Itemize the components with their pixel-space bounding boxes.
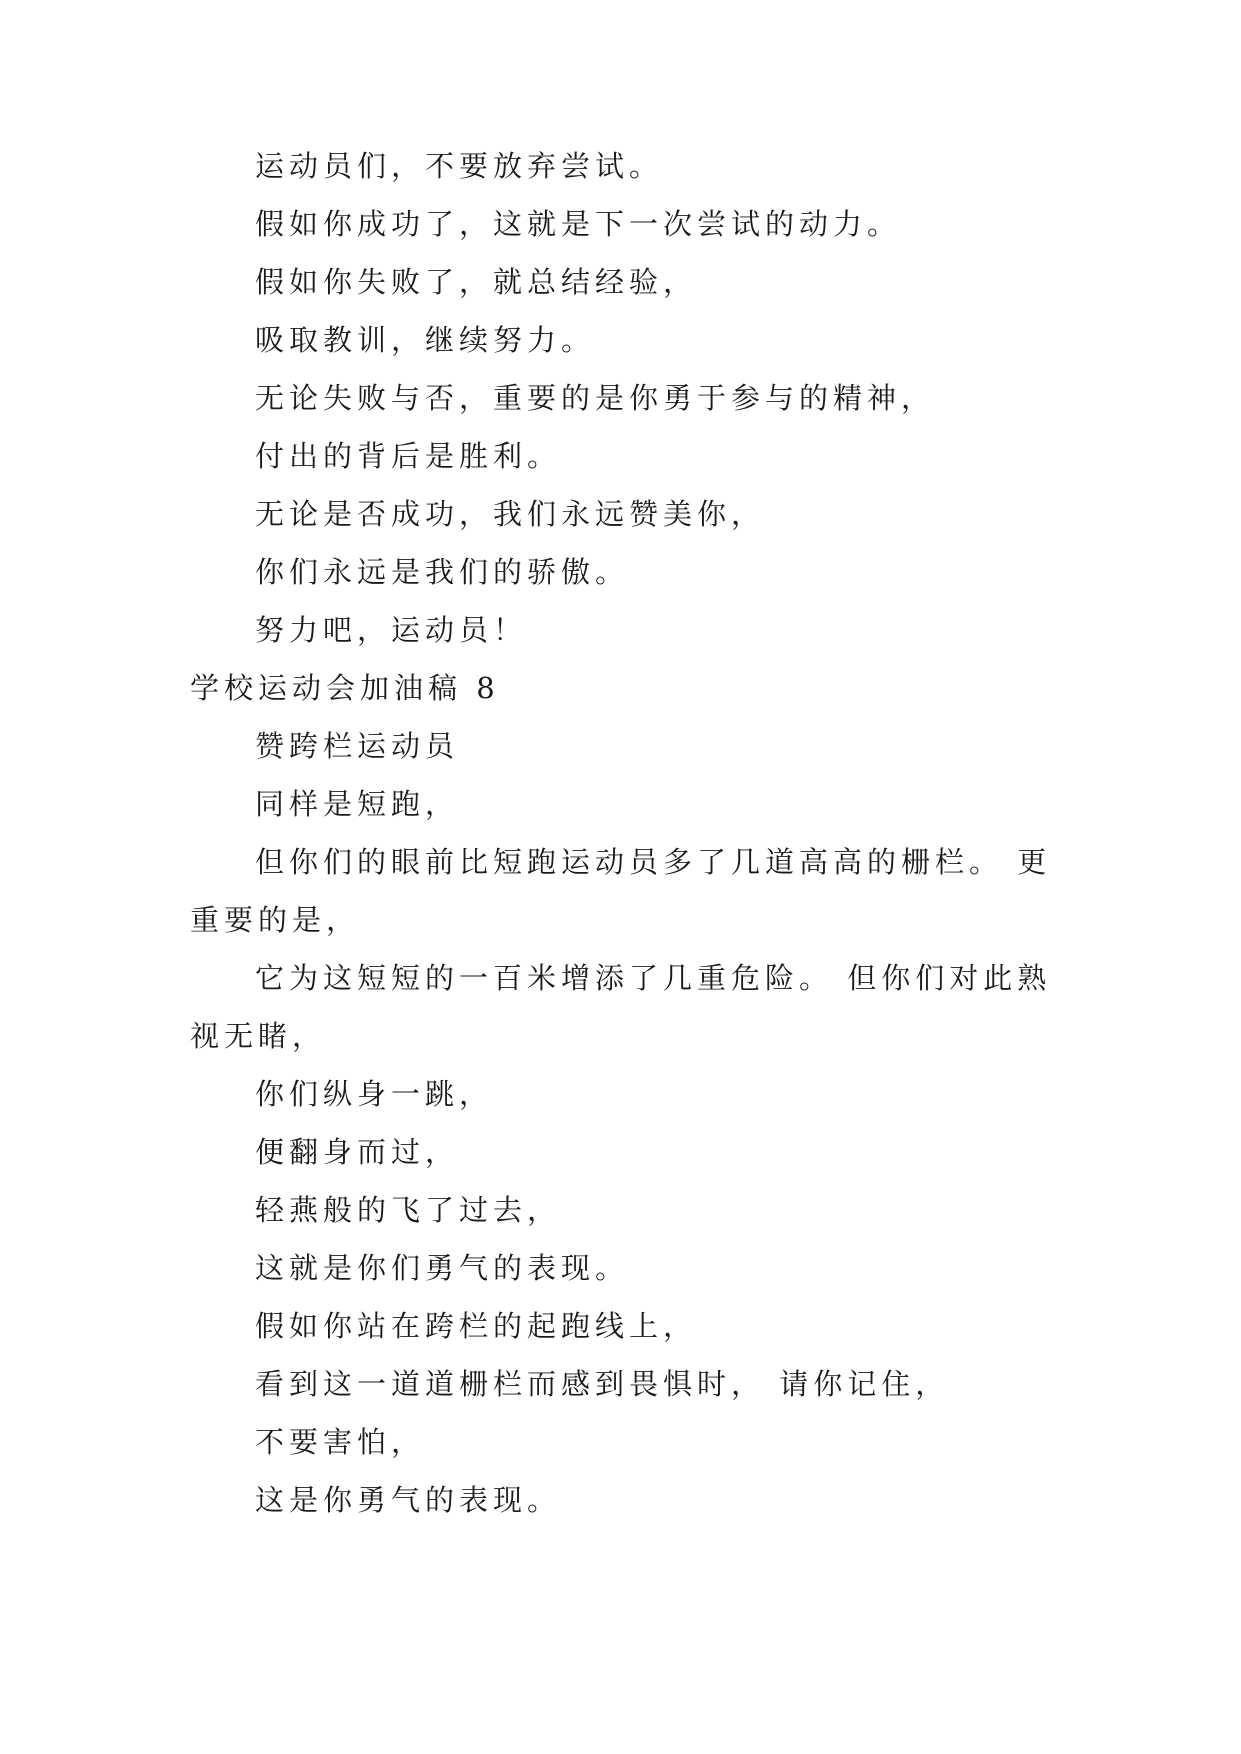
section-heading: 学校运动会加油稿 8 xyxy=(190,671,500,705)
paragraph-line-continuation: 重要的是， xyxy=(190,903,361,937)
paragraph-line: 努力吧，运动员！ xyxy=(255,613,528,647)
paragraph-line: 不要害怕， xyxy=(255,1425,426,1459)
paragraph-line: 但你们的眼前比短跑运动员多了几道高高的栅栏。 更 xyxy=(255,845,1052,879)
paragraph-line: 无论失败与否，重要的是你勇于参与的精神， xyxy=(255,381,936,415)
paragraph-line: 看到这一道道栅栏而感到畏惧时， 请你记住， xyxy=(255,1367,950,1401)
paragraph-line: 运动员们，不要放弃尝试。 xyxy=(255,149,664,183)
paragraph-line: 付出的背后是胜利。 xyxy=(255,439,562,473)
paragraph-line: 轻燕般的飞了过去， xyxy=(255,1193,562,1227)
paragraph-line: 假如你站在跨栏的起跑线上， xyxy=(255,1309,698,1343)
paragraph-line: 你们纵身一跳， xyxy=(255,1077,494,1111)
paragraph-line: 同样是短跑， xyxy=(255,787,460,821)
paragraph-line: 吸取教训，继续努力。 xyxy=(255,323,596,357)
paragraph-line: 你们永远是我们的骄傲。 xyxy=(255,555,630,589)
paragraph-line: 假如你成功了，这就是下一次尝试的动力。 xyxy=(255,207,902,241)
poem-title: 赞跨栏运动员 xyxy=(255,729,460,763)
paragraph-line: 这就是你们勇气的表现。 xyxy=(255,1251,630,1285)
paragraph-line: 这是你勇气的表现。 xyxy=(255,1483,562,1517)
paragraph-line: 假如你失败了，就总结经验， xyxy=(255,265,698,299)
paragraph-line: 它为这短短的一百米增添了几重危险。 但你们对此熟 xyxy=(255,961,1052,995)
paragraph-line: 无论是否成功，我们永远赞美你， xyxy=(255,497,766,531)
paragraph-line-continuation: 视无睹， xyxy=(190,1019,327,1053)
paragraph-line: 便翻身而过， xyxy=(255,1135,460,1169)
